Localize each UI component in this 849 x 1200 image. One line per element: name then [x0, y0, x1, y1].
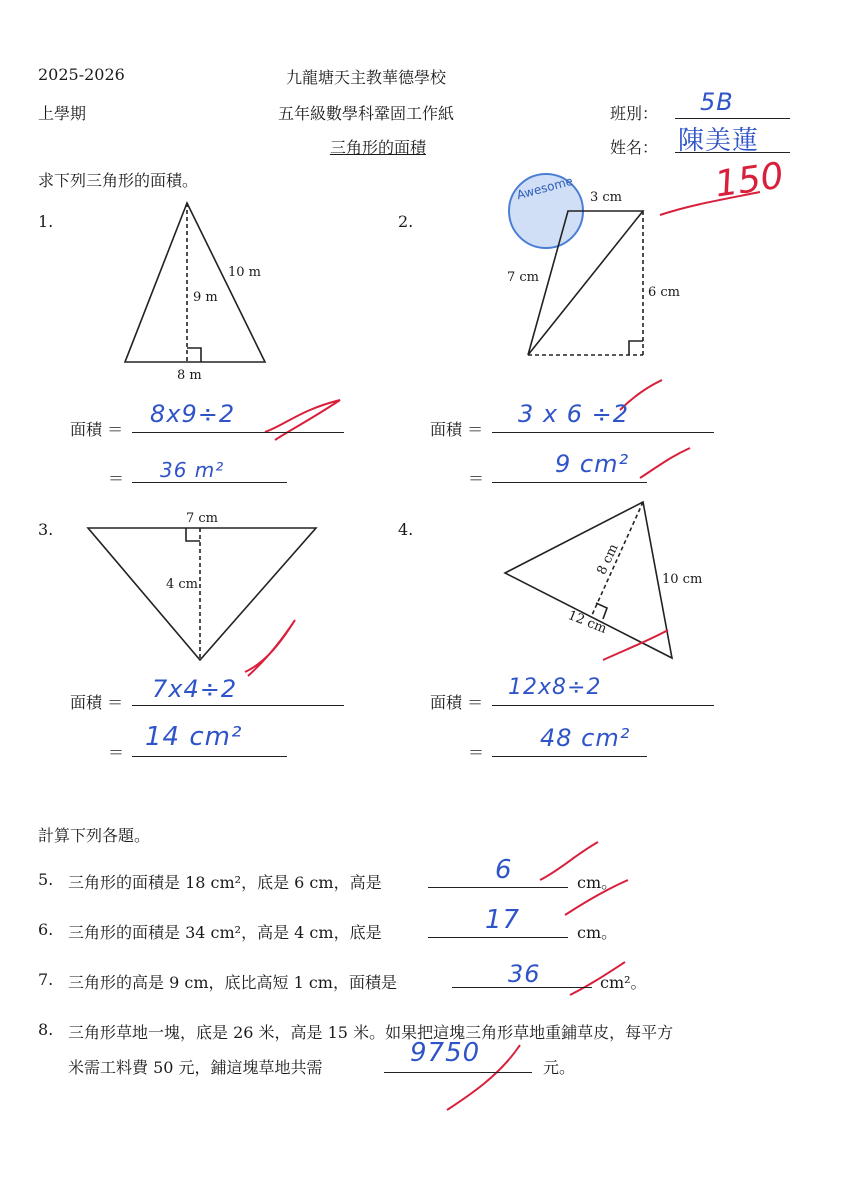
school-year: 2025-2026	[38, 65, 125, 84]
q3-answer-2: 14 cm²	[145, 722, 243, 752]
q3-answer-line-1	[132, 705, 344, 706]
q5-text: 三角形的面積是 18 cm²，底是 6 cm，高是	[68, 873, 382, 892]
q2-answer-line-2	[492, 482, 647, 483]
q8-answer: 9750	[410, 1038, 481, 1068]
q3-equals: ＝	[108, 743, 125, 762]
q3-height-label: 4 cm	[166, 577, 199, 592]
q8-text-line1: 三角形草地一塊，底是 26 米，高是 15 米。如果把這塊三角形草地重鋪草皮，每平方	[68, 1023, 674, 1042]
q1-height-label: 9 m	[193, 290, 218, 305]
q8-unit: 元。	[543, 1058, 576, 1077]
q4-answer-line-1	[492, 705, 714, 706]
q5-answer-line	[428, 887, 568, 888]
topic-title: 三角形的面積	[330, 138, 427, 157]
q1-area-label: 面積 ＝	[70, 420, 124, 439]
q7-unit: cm²。	[600, 973, 647, 992]
q7-number: 7.	[38, 970, 54, 989]
stamp-label: Awesome	[515, 173, 575, 203]
section2-instruction: 計算下列各題。	[38, 826, 151, 845]
q8-text-line2: 米需工料費 50 元，鋪這塊草地共需	[68, 1058, 323, 1077]
q1-answer-line-2	[132, 482, 287, 483]
q2-answer-2: 9 cm²	[555, 450, 630, 478]
name-label: 姓名：	[610, 138, 659, 157]
q1-side-label: 10 m	[228, 265, 262, 280]
q1-answer-2: 36 m²	[160, 458, 225, 482]
q3-top-label: 7 cm	[186, 511, 219, 526]
class-label: 班別：	[610, 104, 659, 123]
q3-number: 3.	[38, 520, 54, 539]
q1-equals: ＝	[108, 469, 125, 488]
q3-answer-line-2	[132, 756, 287, 757]
q1-triangle	[125, 203, 265, 362]
term: 上學期	[38, 104, 87, 123]
q4-equals: ＝	[468, 743, 485, 762]
q2-triangle	[528, 211, 643, 355]
q2-equals: ＝	[468, 469, 485, 488]
q6-number: 6.	[38, 920, 54, 939]
q2-height-label: 6 cm	[648, 285, 681, 300]
q4-answer-1: 12x8÷2	[508, 675, 602, 700]
q5-unit: cm。	[577, 873, 618, 892]
school-name: 九龍塘天主教華德學校	[286, 68, 447, 87]
q6-text: 三角形的面積是 34 cm²，高是 4 cm，底是	[68, 923, 382, 942]
q2-answer-line-1	[492, 432, 714, 433]
q1-answer-1: 8x9÷2	[150, 400, 236, 428]
q7-answer: 36	[508, 960, 541, 988]
q3-area-label: 面積 ＝	[70, 693, 124, 712]
q4-number: 4.	[398, 520, 414, 539]
q7-text: 三角形的高是 9 cm，底比高短 1 cm，面積是	[68, 973, 397, 992]
q4-area-label: 面積 ＝	[430, 693, 484, 712]
q4-answer-line-2	[492, 756, 647, 757]
q2-top-label: 3 cm	[590, 190, 623, 205]
q5-number: 5.	[38, 870, 54, 889]
q1-number: 1.	[38, 212, 54, 231]
q5-answer: 6	[495, 855, 513, 885]
q4-answer-2: 48 cm²	[540, 724, 631, 752]
q2-area-label: 面積 ＝	[430, 420, 484, 439]
q6-answer: 17	[485, 905, 521, 935]
student-name: 陳美蓮	[678, 126, 760, 156]
q2-number: 2.	[398, 212, 414, 231]
worksheet-title: 五年級數學科鞏固工作紙	[278, 104, 455, 123]
q4-triangle	[505, 502, 672, 658]
q6-unit: cm。	[577, 923, 618, 942]
q4-base-label: 12 cm	[565, 607, 609, 638]
q4-height-label: 8 cm	[594, 541, 622, 578]
q2-left-label: 7 cm	[507, 270, 540, 285]
q1-answer-line-1	[132, 432, 344, 433]
score-mark: 150	[712, 155, 787, 206]
section1-instruction: 求下列三角形的面積。	[38, 171, 199, 190]
q6-answer-line	[428, 937, 568, 938]
class-value: 5B	[700, 88, 734, 116]
q8-answer-line	[384, 1072, 532, 1073]
q4-side-label: 10 cm	[662, 572, 703, 587]
q3-answer-1: 7x4÷2	[152, 675, 238, 703]
q1-base-label: 8 m	[177, 368, 202, 383]
q2-answer-1: 3 x 6 ÷2	[518, 400, 630, 428]
q8-number: 8.	[38, 1020, 54, 1039]
